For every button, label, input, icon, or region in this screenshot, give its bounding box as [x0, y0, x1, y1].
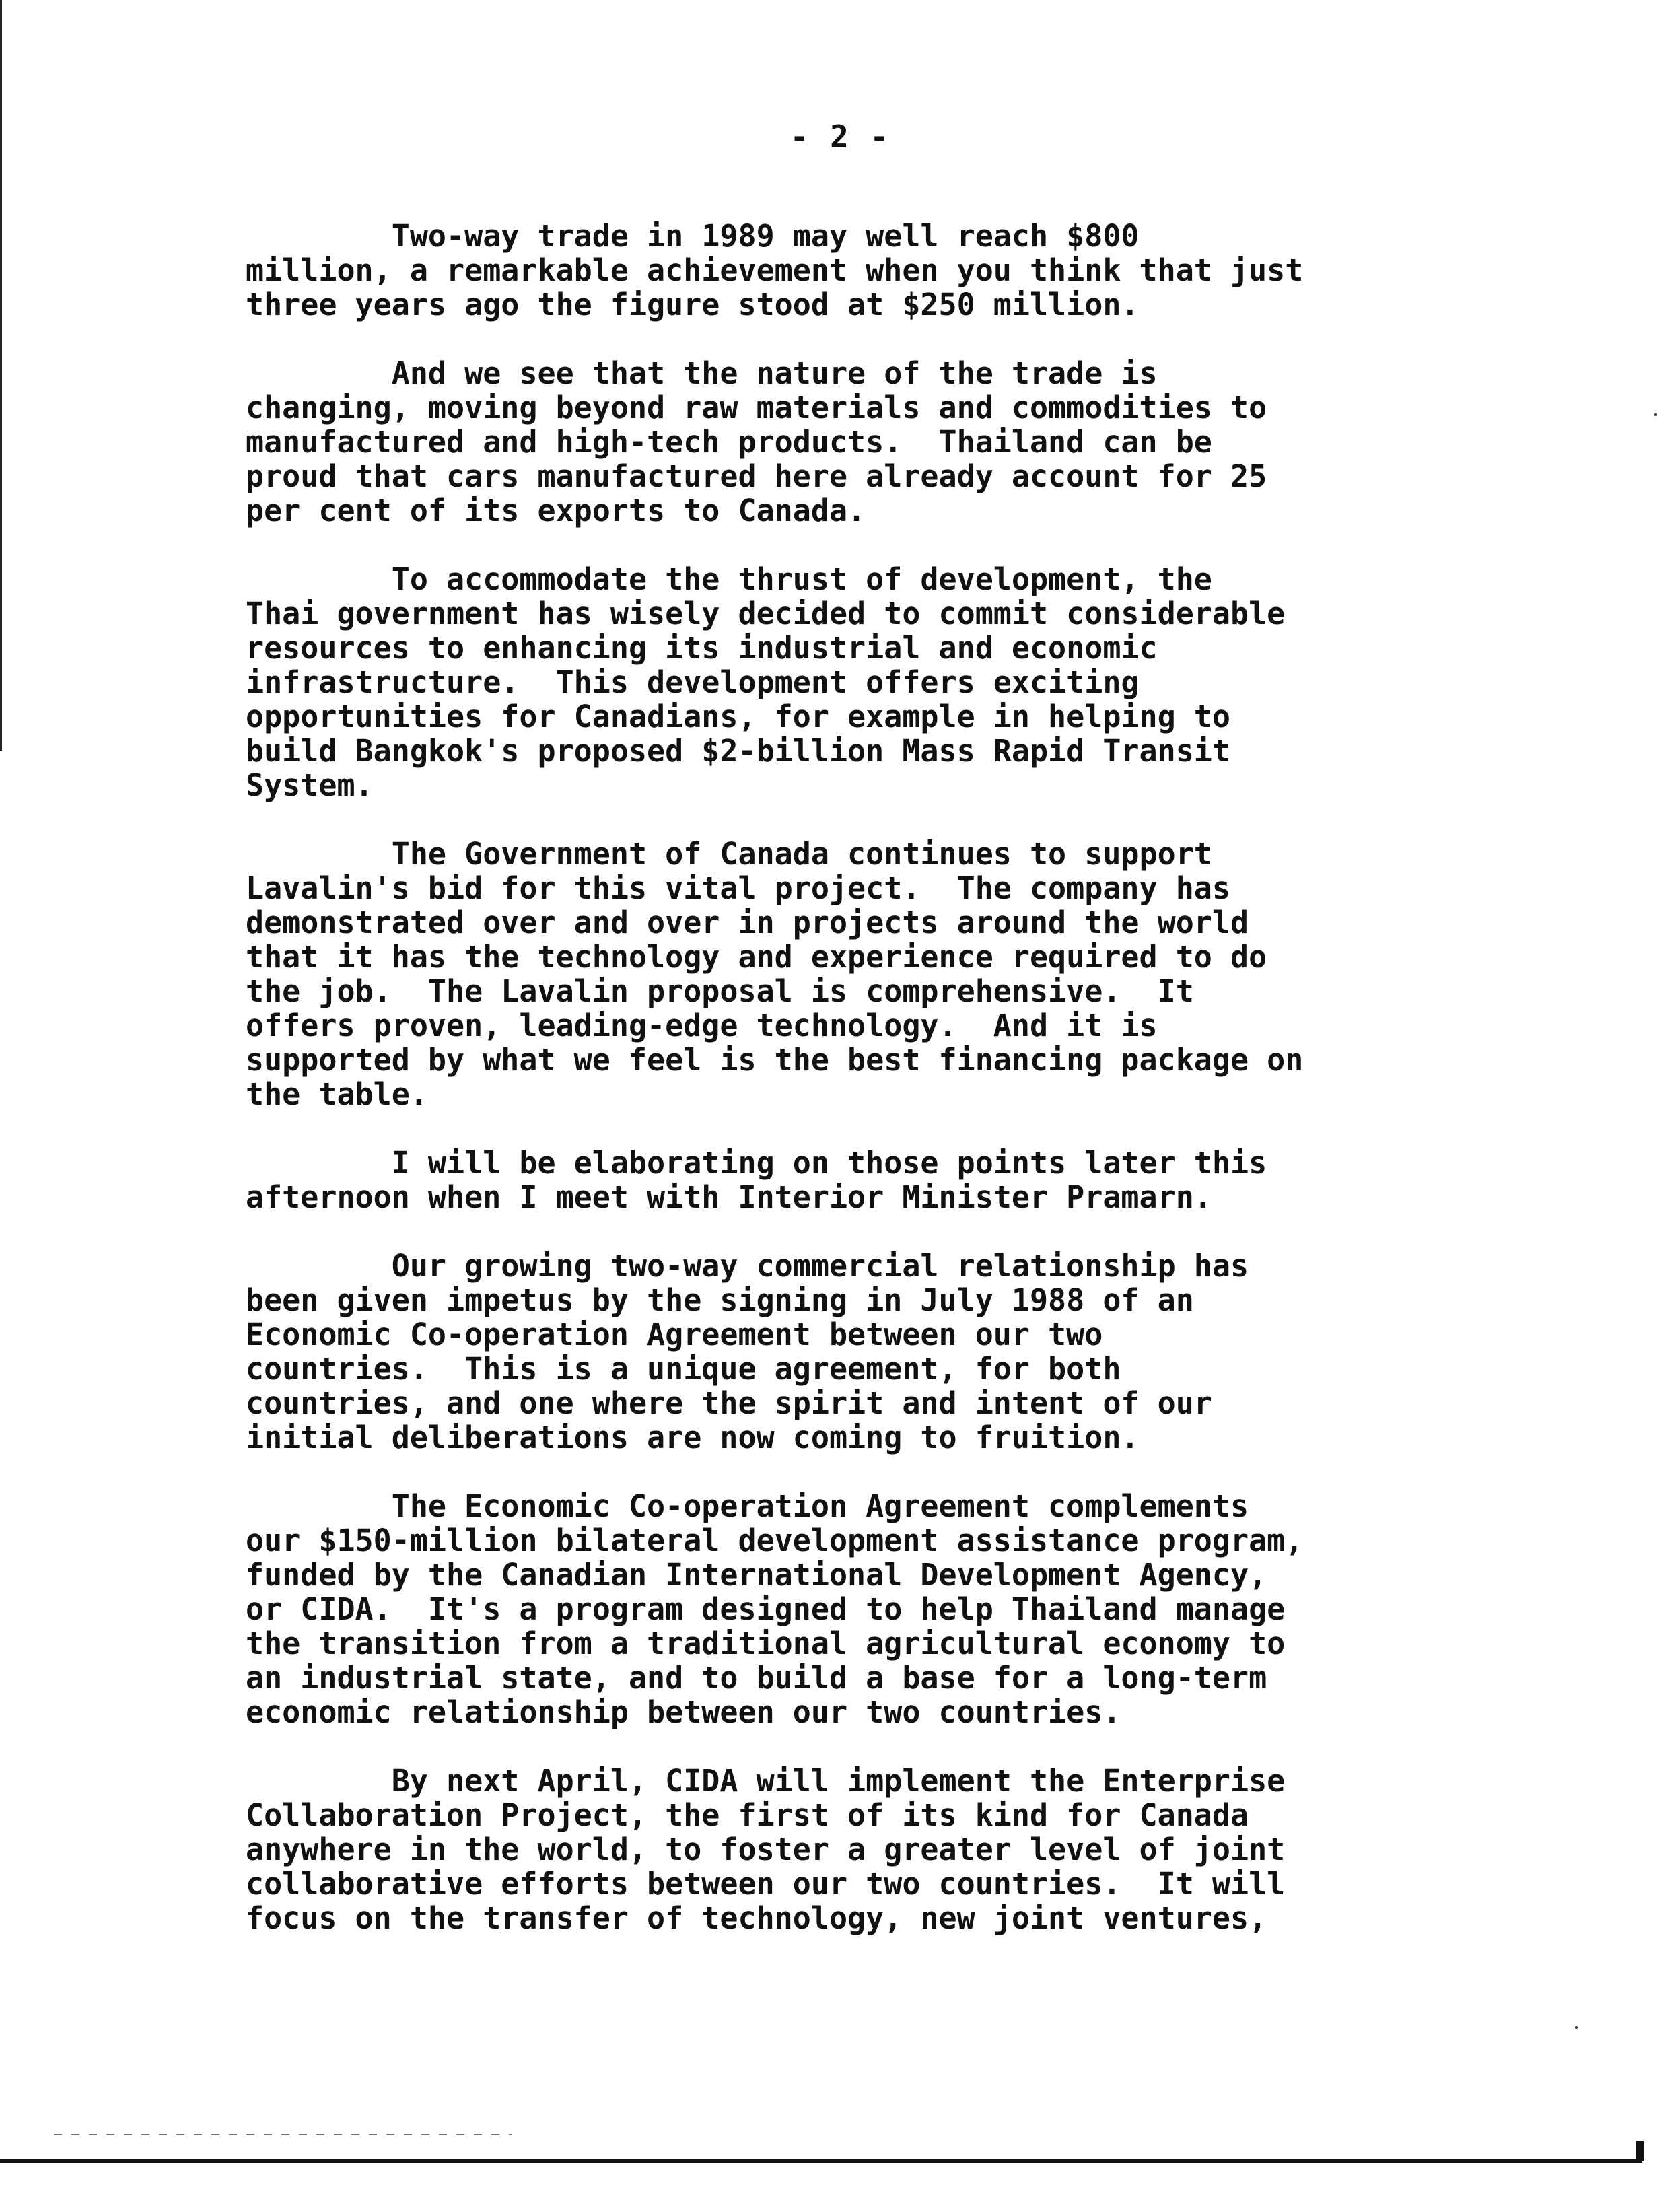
text-line: The Government of Canada continues to support — [246, 836, 1212, 872]
text-line: the job. The Lavalin proposal is comprehensive. It — [246, 973, 1194, 1009]
text-line: Economic Co-operation Agreement between our two — [246, 1317, 1103, 1352]
text-line: our $150-million bilateral development assistance program, — [246, 1523, 1304, 1558]
page-number: - 2 - — [790, 118, 890, 155]
text-line: proud that cars manufactured here already account for 25 — [246, 458, 1267, 494]
text-line: the transition from a traditional agricultural economy to — [246, 1626, 1286, 1661]
paragraph — [246, 1146, 1457, 1214]
text-line: been given impetus by the signing in July 1988 of an — [246, 1282, 1194, 1318]
text-line: Thai government has wisely decided to commit considerable — [246, 596, 1286, 631]
text-line: To accommodate the thrust of development, the — [246, 561, 1212, 597]
text-line: afternoon when I meet with Interior Minister Pramarn. — [246, 1179, 1212, 1215]
text-line: The Economic Co-operation Agreement complements — [246, 1488, 1249, 1524]
text-line: collaborative efforts between our two countries. It will — [246, 1866, 1286, 1902]
text-line: Our growing two-way commercial relationship has — [246, 1248, 1249, 1284]
paragraph — [246, 356, 1457, 528]
scan-artifact-line — [54, 2134, 512, 2135]
text-line: opportunities for Canadians, for example in helping to — [246, 699, 1230, 734]
text-line: or CIDA. It's a program designed to help Thailand manage — [246, 1591, 1286, 1627]
text-line: focus on the transfer of technology, new joint ventures, — [246, 1900, 1267, 1936]
text-line: resources to enhancing its industrial and economic — [246, 630, 1158, 666]
text-line: million, a remarkable achievement when you think that just — [246, 252, 1304, 288]
text-line: Lavalin's bid for this vital project. The company has — [246, 870, 1230, 906]
scan-bottom-edge — [0, 2159, 1642, 2163]
text-line: funded by the Canadian International Development Agency, — [246, 1557, 1267, 1593]
text-line: supported by what we feel is the best financing package on — [246, 1042, 1304, 1078]
text-line: manufactured and high-tech products. Thailand can be — [246, 424, 1212, 460]
text-line: Collaboration Project, the first of its kind for Canada — [246, 1797, 1249, 1833]
text-line: I will be elaborating on those points later this — [246, 1145, 1267, 1181]
text-line: demonstrated over and over in projects around the world — [246, 905, 1249, 940]
text-line: per cent of its exports to Canada. — [246, 493, 866, 528]
body-text — [246, 219, 1457, 1970]
text-line: anywhere in the world, to foster a greater level of joint — [246, 1832, 1286, 1867]
paragraph — [246, 1249, 1457, 1455]
scan-corner-mark — [1636, 2141, 1644, 2161]
text-line: build Bangkok's proposed $2-billion Mass Rapid Transit — [246, 733, 1230, 769]
text-line: By next April, CIDA will implement the Enterprise — [246, 1763, 1286, 1799]
text-line: countries, and one where the spirit and intent of our — [246, 1385, 1212, 1421]
text-line: offers proven, leading-edge technology. And it is — [246, 1008, 1158, 1043]
scan-left-edge — [0, 0, 2, 751]
text-line: countries. This is a unique agreement, for both — [246, 1351, 1121, 1387]
paragraph — [246, 1764, 1457, 1935]
paragraph — [246, 1489, 1457, 1729]
paragraph — [246, 219, 1457, 322]
text-line: three years ago the figure stood at $250 million. — [246, 287, 1140, 322]
text-line: an industrial state, and to build a base for a long-term — [246, 1660, 1267, 1696]
scan-speck — [1575, 2026, 1578, 2029]
paragraph — [246, 562, 1457, 802]
paragraph — [246, 837, 1457, 1111]
text-line: changing, moving beyond raw materials and commodities to — [246, 390, 1267, 425]
text-line: initial deliberations are now coming to fruition. — [246, 1420, 1140, 1455]
text-line: infrastructure. This development offers exciting — [246, 664, 1140, 700]
text-line: that it has the technology and experience required to do — [246, 939, 1267, 975]
text-line: economic relationship between our two countries. — [246, 1694, 1121, 1730]
text-line: And we see that the nature of the trade is — [246, 355, 1158, 391]
text-line: Two-way trade in 1989 may well reach $800 — [246, 218, 1140, 254]
scan-speck — [1654, 413, 1657, 416]
text-line: System. — [246, 767, 374, 803]
text-line: the table. — [246, 1076, 428, 1112]
